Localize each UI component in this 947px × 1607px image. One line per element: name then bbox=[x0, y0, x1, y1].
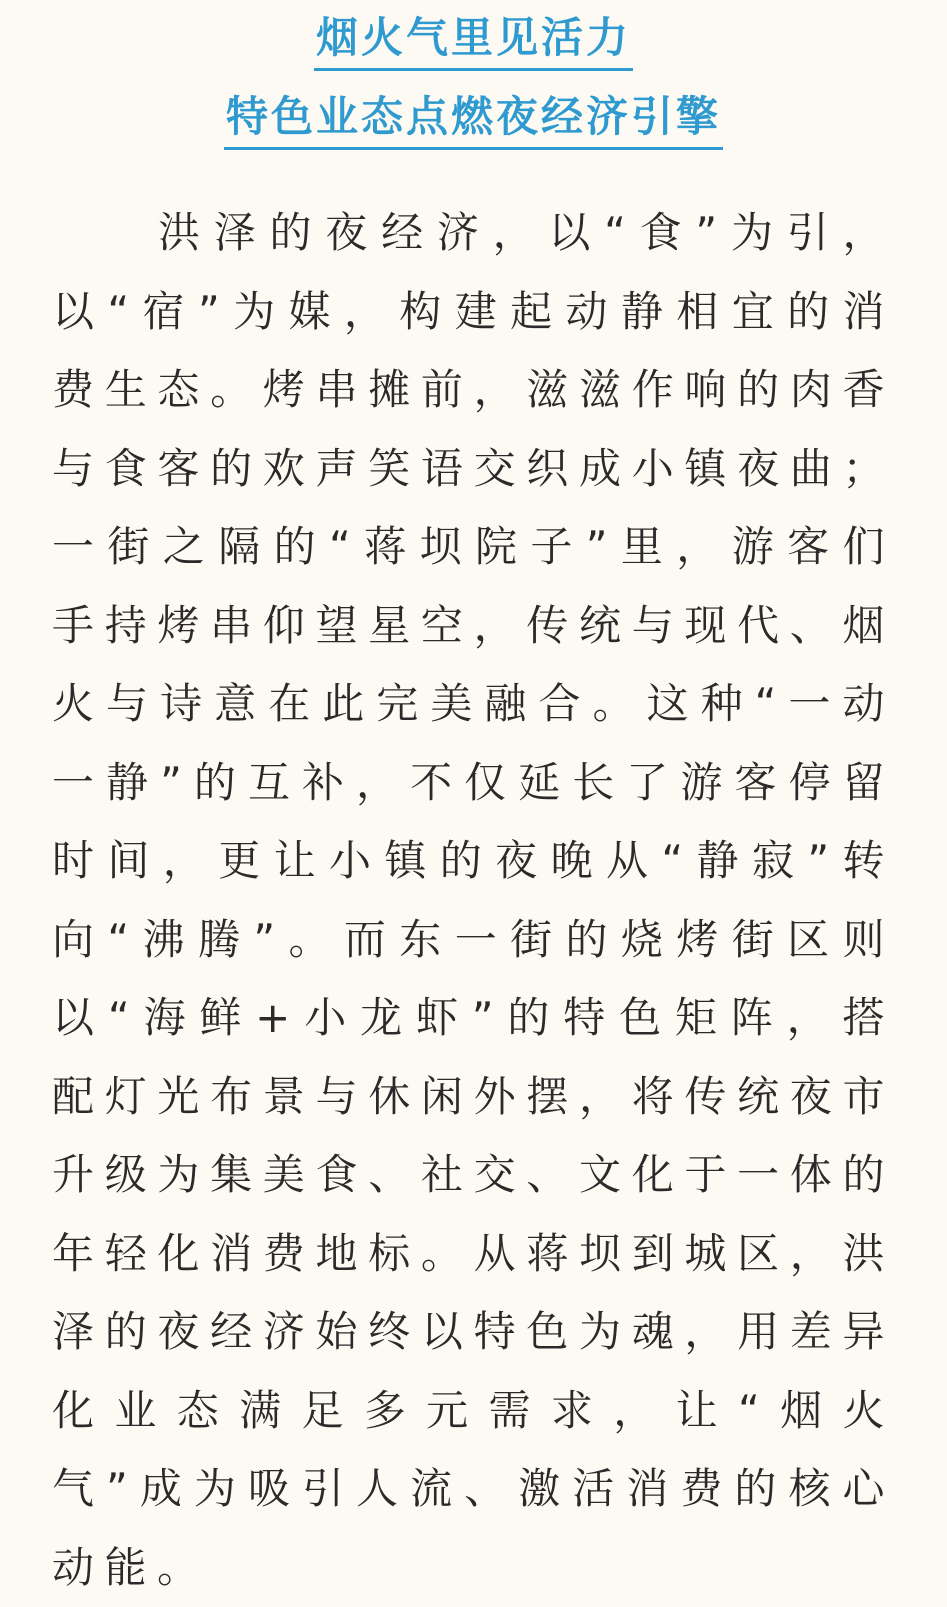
headline-line-2: 特色业态点燃夜经济引擎 bbox=[224, 89, 723, 150]
article-paragraph: 洪泽的夜经济，以“食”为引，以“宿”为媒，构建起动静相宜的消费生态。烤串摊前，滋滋作响的肉香与食客的欢声笑语交织成小镇夜曲；一街之隔的“蒋坝院子”里，游客们手持烤串仰望星空，传统与现代、烟火与诗意在此完美融合。这种“一动一静”的互补，不仅延长了游客停留时间，更让小镇的夜晚从“静寂”转向“沸腾”。而东一街的烧烤街区则以“海鲜+小龙虾”的特色矩阵，搭配灯光布景与休闲外摆，将传统夜市升级为集美食、社交、文化于一体的年轻化消费地标。从蒋坝到城区，洪泽的夜经济始终以特色为魂，用差异化业态满足多元需求，让“烟火气”成为吸引人流、激活消费的核心动能。 bbox=[52, 208, 895, 1592]
headline bbox=[52, 0, 895, 150]
headline-line-1: 烟火气里见活力 bbox=[314, 10, 633, 71]
